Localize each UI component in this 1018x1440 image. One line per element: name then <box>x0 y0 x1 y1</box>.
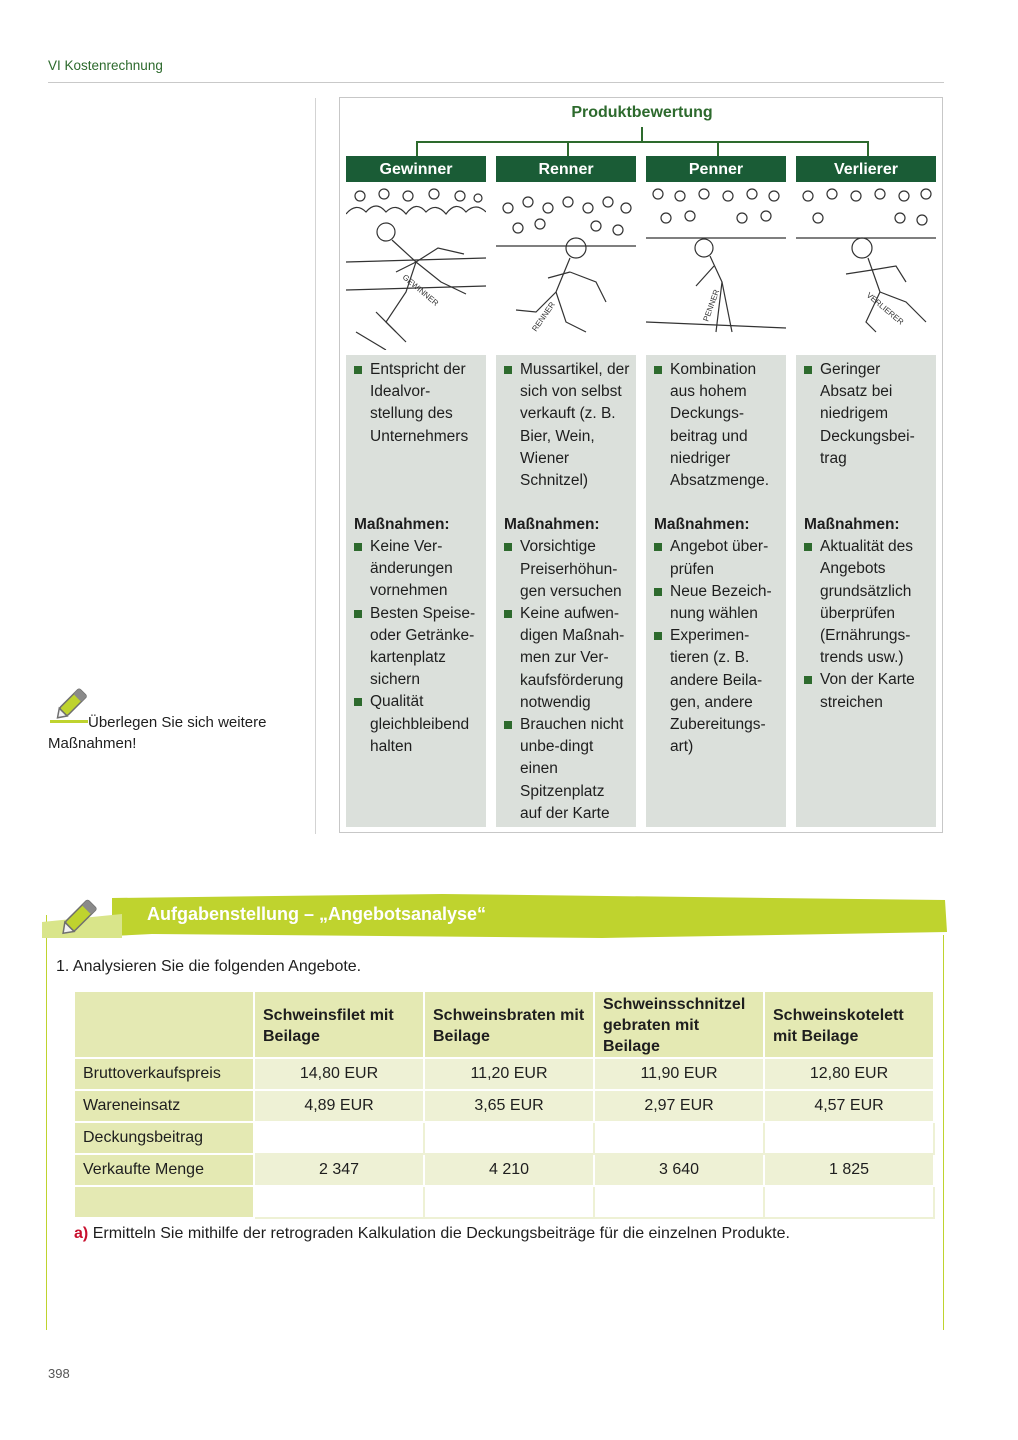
task-question: 1. Analysieren Sie die folgenden Angebote. <box>56 958 362 975</box>
measure-item: Keine aufwen-digen Maßnah-men zur Ver-kaufsförderung notwendig <box>504 603 630 714</box>
measure-item: Aktualität des Angebots grundsätzlich überprüfen (Ernährungs-trends usw.) <box>804 536 930 669</box>
table-row <box>74 1154 934 1186</box>
description-item: Mussartikel, der sich von selbst verkauft (z. B. Bier, Wein, Wiener Schnitzel) <box>504 359 630 492</box>
measure-item: Qualität gleichbleibend halten <box>354 691 480 758</box>
answer-cell[interactable] <box>424 1122 594 1154</box>
table-cell: 1 825 <box>764 1154 934 1186</box>
answer-cell[interactable] <box>254 1122 424 1154</box>
runner-illustration <box>796 182 936 350</box>
measures-heading: Maßnahmen: <box>504 516 600 534</box>
column-title: Penner <box>646 156 786 182</box>
chapter-title: VI Kostenrechnung <box>48 58 163 73</box>
answer-cell[interactable] <box>594 1122 764 1154</box>
column-body <box>346 355 486 827</box>
connector-line <box>416 141 418 156</box>
diagram-title: Produktbewertung <box>571 104 713 121</box>
margin-divider <box>315 98 316 834</box>
bullet-square-icon <box>504 366 512 374</box>
answer-cell[interactable] <box>594 1186 764 1218</box>
side-note <box>48 712 298 754</box>
side-note-text: Überlegen Sie sich weitere Maßnahmen! <box>48 714 267 752</box>
runner-illustration <box>346 182 486 350</box>
measure-item: Vorsichtige Preiserhöhun-gen versuchen <box>504 536 630 603</box>
answer-cell[interactable] <box>254 1186 424 1218</box>
bullet-square-icon <box>354 543 362 551</box>
pen-icon <box>54 893 104 943</box>
table-cell: 14,80 EUR <box>254 1058 424 1090</box>
bullet-square-icon <box>504 610 512 618</box>
connector-line <box>717 141 719 156</box>
connector-line <box>416 141 869 143</box>
bullet-square-icon <box>654 588 662 596</box>
header-divider <box>48 82 944 83</box>
table-cell: 2,97 EUR <box>594 1090 764 1122</box>
answer-cell[interactable] <box>764 1186 934 1218</box>
answer-cell[interactable] <box>764 1122 934 1154</box>
bullet-square-icon <box>504 543 512 551</box>
svg-text:PENNER: PENNER <box>701 288 722 323</box>
measure-item: Angebot über-prüfen <box>654 536 780 580</box>
table-row <box>74 1186 934 1218</box>
table-cell: 12,80 EUR <box>764 1058 934 1090</box>
bullet-square-icon <box>804 366 812 374</box>
row-label: Wareneinsatz <box>74 1090 254 1122</box>
column-title: Renner <box>496 156 636 182</box>
table-cell: 2 347 <box>254 1154 424 1186</box>
table-cell: 11,90 EUR <box>594 1058 764 1090</box>
page-number: 398 <box>48 1366 70 1381</box>
bullet-square-icon <box>654 366 662 374</box>
column-penner <box>646 156 786 827</box>
subtask-text: Ermitteln Sie mithilfe der retrograden Kalkulation die Deckungsbeiträge für die einzelnen Produkte. <box>92 1225 790 1242</box>
measures-heading: Maßnahmen: <box>654 516 750 534</box>
measure-item: Besten Speise- oder Getränke-kartenplatz sichern <box>354 603 480 692</box>
row-label: Verkaufte Menge <box>74 1154 254 1186</box>
column-header: Schweinsfilet mit Beilage <box>254 991 424 1058</box>
table-header-row <box>74 991 934 1058</box>
bullet-square-icon <box>654 632 662 640</box>
column-gewinner <box>346 156 486 827</box>
column-renner <box>496 156 636 827</box>
svg-text:GEWINNER: GEWINNER <box>400 272 441 308</box>
task-frame-right <box>943 935 944 1330</box>
measure-item: Keine Ver-änderungen vornehmen <box>354 536 480 603</box>
svg-text:VERLIERER: VERLIERER <box>864 290 906 327</box>
column-title: Gewinner <box>346 156 486 182</box>
column-body <box>496 355 636 827</box>
column-header: Schweinsbraten mit Beilage <box>424 991 594 1058</box>
task-frame-left <box>46 915 47 1330</box>
table-cell: 11,20 EUR <box>424 1058 594 1090</box>
column-verlierer <box>796 156 936 827</box>
task-title: Aufgabenstellung – „Angebotsanalyse“ <box>147 904 487 924</box>
column-body <box>796 355 936 827</box>
column-header: Schweinsschnitzel gebraten mit Beilage <box>594 991 764 1058</box>
column-title: Verlierer <box>796 156 936 182</box>
row-label <box>74 1186 254 1218</box>
bullet-square-icon <box>804 543 812 551</box>
table-cell: 4,57 EUR <box>764 1090 934 1122</box>
row-label: Deckungsbeitrag <box>74 1122 254 1154</box>
table-cell: 4,89 EUR <box>254 1090 424 1122</box>
measures-heading: Maßnahmen: <box>804 516 900 534</box>
measure-item: Experimen-tieren (z. B. andere Beila-gen, andere Zubereitungs-art) <box>654 625 780 758</box>
table-row <box>74 1122 934 1154</box>
column-body <box>646 355 786 827</box>
subtask-marker: a) <box>74 1225 89 1242</box>
column-header: Schweinskotelett mit Beilage <box>764 991 934 1058</box>
bullet-square-icon <box>804 676 812 684</box>
table-row <box>74 1058 934 1090</box>
measures-heading: Maßnahmen: <box>354 515 450 533</box>
table-cell: 4 210 <box>424 1154 594 1186</box>
row-label: Bruttoverkaufspreis <box>74 1058 254 1090</box>
measure-item: Von der Karte streichen <box>804 669 930 713</box>
answer-cell[interactable] <box>424 1186 594 1218</box>
connector-line <box>641 127 643 141</box>
bullet-square-icon <box>504 721 512 729</box>
table-cell: 3,65 EUR <box>424 1090 594 1122</box>
table-row <box>74 1090 934 1122</box>
svg-text:RENNER: RENNER <box>530 300 558 334</box>
subtask-a <box>74 1225 790 1243</box>
offers-table <box>73 990 935 1219</box>
description-item: Kombination aus hohem Deckungs-beitrag und niedriger Absatzmenge. <box>654 359 780 492</box>
bullet-square-icon <box>354 366 362 374</box>
runner-illustration <box>496 182 636 350</box>
bullet-square-icon <box>354 610 362 618</box>
bullet-square-icon <box>354 698 362 706</box>
connector-line <box>567 141 569 156</box>
bullet-square-icon <box>654 543 662 551</box>
runner-illustration <box>646 182 786 350</box>
description-item: Geringer Absatz bei niedrigem Deckungsbei-trag <box>804 359 930 470</box>
description-item: Entspricht der Idealvor-stellung des Unternehmers <box>354 359 480 448</box>
connector-line <box>867 141 869 156</box>
table-corner <box>74 991 254 1058</box>
measure-item: Brauchen nicht unbe-dingt einen Spitzenplatz auf der Karte <box>504 714 630 825</box>
table-cell: 3 640 <box>594 1154 764 1186</box>
measure-item: Neue Bezeich-nung wählen <box>654 581 780 625</box>
